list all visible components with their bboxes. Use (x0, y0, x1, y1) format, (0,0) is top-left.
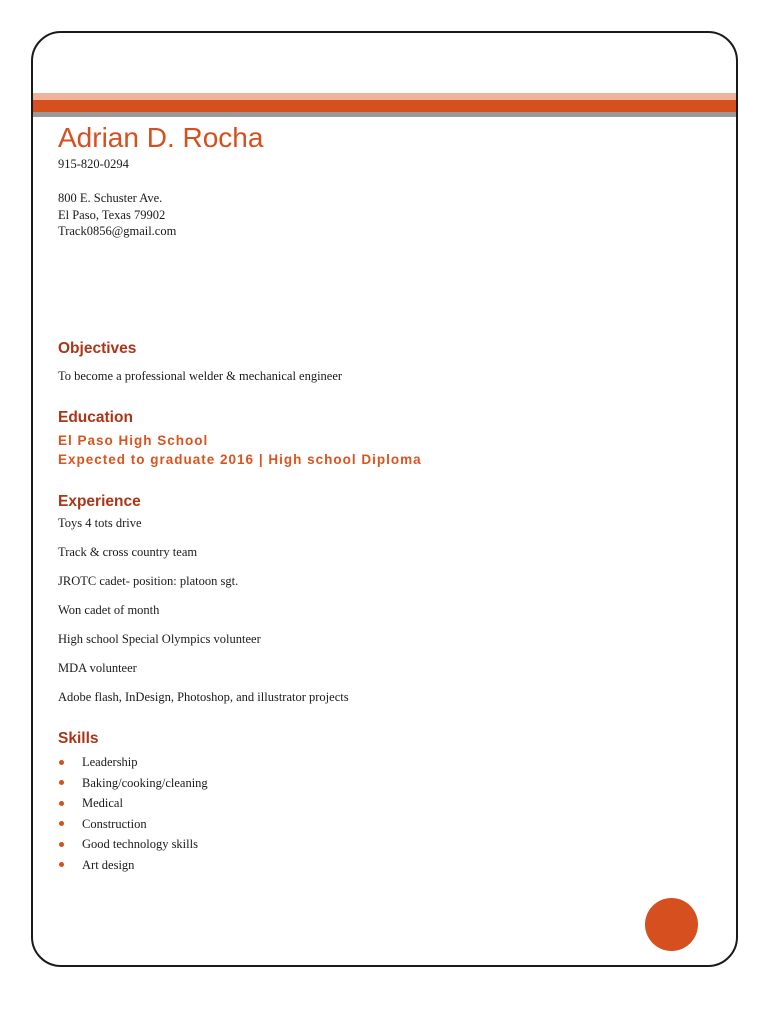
bullet-icon (59, 821, 64, 826)
phone-number: 915-820-0294 (58, 157, 129, 171)
bullet-icon (59, 760, 64, 765)
header-band-main (33, 100, 736, 112)
header-band-gray (33, 112, 736, 117)
experience-item: JROTC cadet- position: platoon sgt. (58, 574, 239, 588)
skill-item (58, 793, 208, 814)
address-street: 800 E. Schuster Ave. (58, 191, 163, 205)
experience-item: Track & cross country team (58, 545, 198, 559)
skill-item (58, 773, 208, 794)
skill-item (58, 834, 208, 855)
experience-item: High school Special Olympics volunteer (58, 632, 261, 646)
graduation-detail: Expected to graduate 2016 | High school Diploma (58, 452, 422, 467)
skill-label: Medical (82, 796, 123, 811)
skill-label: Art design (82, 857, 135, 872)
education-heading: Education (58, 409, 133, 426)
skills-list (58, 752, 208, 875)
skill-label: Good technology skills (82, 837, 198, 852)
skill-item (58, 814, 208, 835)
experience-item: Won cadet of month (58, 603, 160, 617)
applicant-name: Adrian D. Rocha (58, 122, 264, 153)
experience-item: Adobe flash, InDesign, Photoshop, and illustrator projects (58, 690, 349, 704)
skill-label: Leadership (82, 755, 138, 770)
address-city: El Paso, Texas 79902 (58, 207, 166, 222)
decorative-circle-icon (645, 898, 698, 951)
email-address: Track0856@gmail.com (58, 224, 177, 238)
objective-text: To become a professional welder & mechanical engineer (58, 369, 343, 383)
bullet-icon (59, 862, 64, 867)
bullet-icon (59, 780, 64, 785)
skill-item (58, 752, 208, 773)
experience-heading: Experience (58, 493, 141, 510)
objectives-heading: Objectives (58, 340, 137, 357)
bullet-icon (59, 801, 64, 806)
skill-label: Baking/cooking/cleaning (82, 775, 208, 790)
experience-item: Toys 4 tots drive (58, 516, 142, 530)
contact-address (58, 190, 176, 240)
experience-item: MDA volunteer (58, 661, 137, 675)
skills-heading: Skills (58, 730, 99, 747)
skill-item (58, 855, 208, 876)
header-band-light (33, 93, 736, 100)
experience-list (58, 515, 349, 718)
bullet-icon (59, 842, 64, 847)
school-name: El Paso High School (58, 433, 209, 448)
skill-label: Construction (82, 816, 147, 831)
